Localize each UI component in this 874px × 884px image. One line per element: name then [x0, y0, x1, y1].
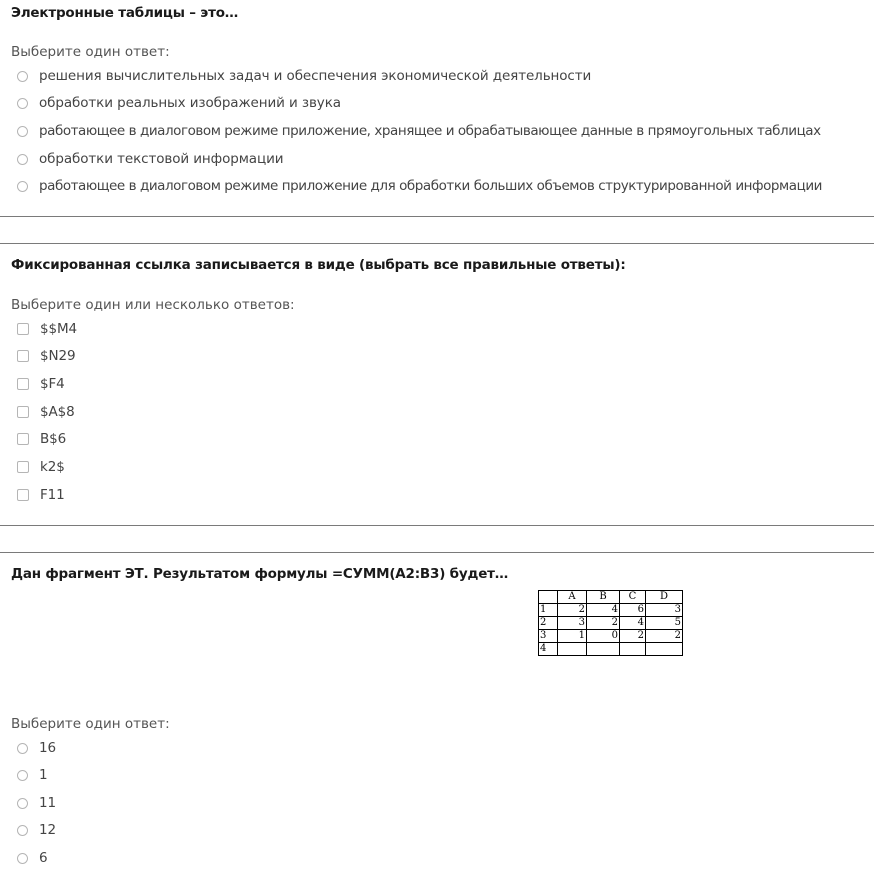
table-cell: 4 [620, 617, 646, 630]
q3-option-2[interactable] [17, 765, 48, 785]
question-3-title: Дан фрагмент ЭТ. Результатом формулы =СУММ(А2:В3) будет… [11, 566, 509, 582]
table-row [539, 604, 683, 617]
radio-button[interactable] [17, 126, 28, 137]
option-label[interactable]: решения вычислительных задач и обеспечения экономической деятельности [39, 68, 592, 84]
option-label[interactable]: 11 [39, 795, 56, 811]
row-header: 2 [539, 617, 558, 630]
q1-option-1[interactable] [17, 66, 591, 86]
option-label[interactable]: $$M4 [40, 321, 78, 337]
option-label[interactable]: $A$8 [40, 404, 75, 420]
table-cell: 3 [646, 604, 683, 617]
q1-option-5[interactable] [17, 176, 822, 196]
table-cell [646, 643, 683, 656]
q2-option-4[interactable] [17, 402, 75, 422]
q1-option-2[interactable] [17, 93, 341, 113]
q2-option-2[interactable] [17, 346, 75, 366]
q2-option-5[interactable] [17, 429, 66, 449]
checkbox[interactable] [17, 489, 29, 501]
option-label[interactable]: обработки текстовой информации [39, 151, 284, 167]
radio-button[interactable] [17, 770, 28, 781]
radio-button[interactable] [17, 853, 28, 864]
table-cell: 4 [587, 604, 620, 617]
option-label[interactable]: 16 [39, 740, 56, 756]
table-row [539, 617, 683, 630]
q3-option-1[interactable] [17, 738, 56, 758]
checkbox[interactable] [17, 350, 29, 362]
table-cell: 2 [646, 630, 683, 643]
option-label[interactable]: F11 [40, 487, 65, 503]
table-cell: 3 [558, 617, 587, 630]
question-1-title: Электронные таблицы – это… [11, 5, 239, 21]
radio-button[interactable] [17, 98, 28, 109]
section-divider [0, 243, 874, 244]
table-header-row [539, 591, 683, 604]
q3-option-4[interactable] [17, 820, 56, 840]
option-label[interactable]: 12 [39, 822, 56, 838]
table-cell: 2 [587, 617, 620, 630]
corner-cell [539, 591, 558, 604]
table-cell: 1 [558, 630, 587, 643]
question-2-title: Фиксированная ссылка записывается в виде (выбрать все правильные ответы): [11, 257, 626, 273]
table-row [539, 630, 683, 643]
table-cell: 0 [587, 630, 620, 643]
section-divider [0, 552, 874, 553]
q2-option-1[interactable] [17, 319, 77, 339]
table-cell [558, 643, 587, 656]
row-header: 1 [539, 604, 558, 617]
question-2-prompt: Выберите один или несколько ответов: [11, 297, 295, 313]
q1-option-3[interactable] [17, 121, 821, 141]
radio-button[interactable] [17, 181, 28, 192]
checkbox[interactable] [17, 433, 29, 445]
table-cell [620, 643, 646, 656]
option-label[interactable]: работающее в диалоговом режиме приложение для обработки больших объемов структурированной информации [39, 178, 822, 194]
section-divider [0, 525, 874, 526]
option-label[interactable]: k2$ [40, 459, 65, 475]
q2-option-6[interactable] [17, 457, 65, 477]
option-label[interactable]: $N29 [40, 348, 76, 364]
option-label[interactable]: $F4 [40, 376, 65, 392]
q2-option-7[interactable] [17, 485, 65, 505]
question-1-prompt: Выберите один ответ: [11, 44, 170, 60]
option-label[interactable]: работающее в диалоговом режиме приложение, хранящее и обрабатывающее данные в прямоугольных таблицах [39, 123, 821, 139]
row-header: 4 [539, 643, 558, 656]
q3-option-5[interactable] [17, 848, 48, 868]
radio-button[interactable] [17, 743, 28, 754]
option-label[interactable]: 6 [39, 850, 48, 866]
radio-button[interactable] [17, 154, 28, 165]
checkbox[interactable] [17, 378, 29, 390]
radio-button[interactable] [17, 71, 28, 82]
column-header: D [646, 591, 683, 604]
option-label[interactable]: B$6 [40, 431, 67, 447]
column-header: C [620, 591, 646, 604]
table-cell [587, 643, 620, 656]
column-header: A [558, 591, 587, 604]
option-label[interactable]: 1 [39, 767, 48, 783]
table-row [539, 643, 683, 656]
table-cell: 5 [646, 617, 683, 630]
spreadsheet-fragment [538, 590, 683, 656]
radio-button[interactable] [17, 825, 28, 836]
table-cell: 2 [620, 630, 646, 643]
checkbox[interactable] [17, 461, 29, 473]
option-label[interactable]: обработки реальных изображений и звука [39, 95, 341, 111]
table-cell: 2 [558, 604, 587, 617]
radio-button[interactable] [17, 798, 28, 809]
checkbox[interactable] [17, 406, 29, 418]
question-3-prompt: Выберите один ответ: [11, 716, 170, 732]
q2-option-3[interactable] [17, 374, 65, 394]
row-header: 3 [539, 630, 558, 643]
column-header: B [587, 591, 620, 604]
q1-option-4[interactable] [17, 149, 283, 169]
checkbox[interactable] [17, 323, 29, 335]
q3-option-3[interactable] [17, 793, 56, 813]
section-divider [0, 216, 874, 217]
table-cell: 6 [620, 604, 646, 617]
